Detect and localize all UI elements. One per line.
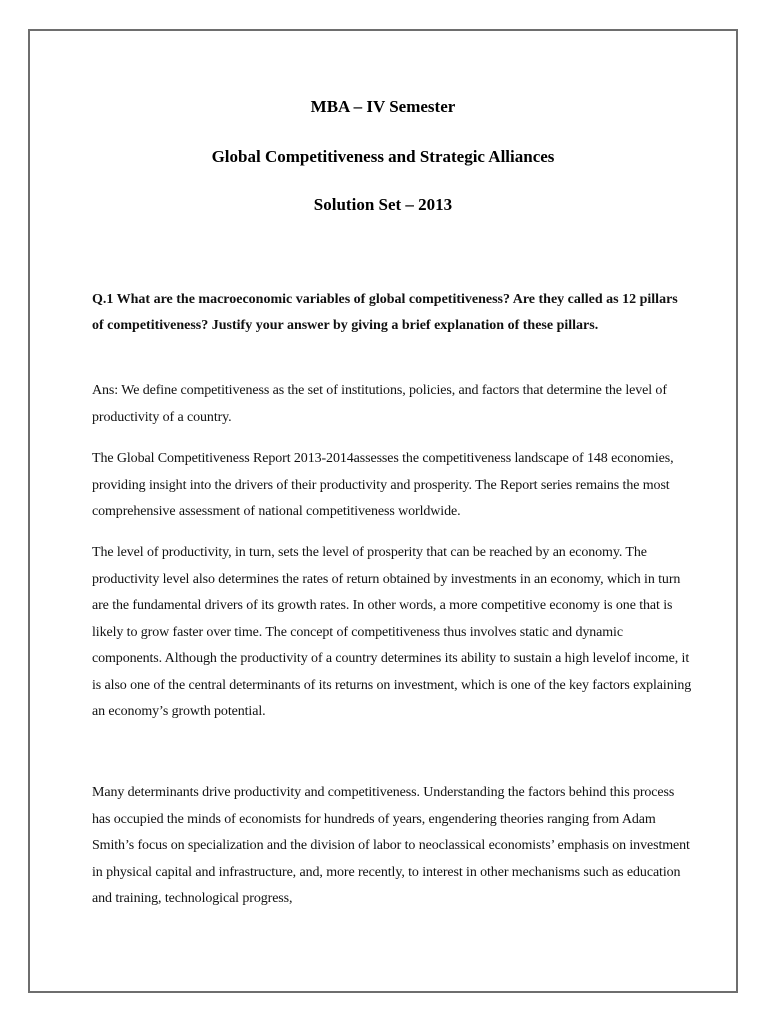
answer-paragraph-4: Many determinants drive productivity and competitiveness. Understanding the factors behind this process has occupied the minds of economists for hundreds of years, engendering theories ranging from Adam Smith’s focus on specialization and the division of labor to neoclassical economists’ emphasis on investment in physical capital and infrastructure, and, more recently, to interest in other mechanisms such as education and training, technological progress,: [92, 785, 690, 906]
answer-paragraph-3: The level of productivity, in turn, sets the level of prosperity that can be reached by an economy. The productivity level also determines the rates of return obtained by investments in an economy, which in turn are the fundamental drivers of its growth rates. In other words, a more competitive economy is one that is likely to grow faster over time. The concept of competitiveness thus involves static and dynamic components. Although the productivity of a country determines its ability to sustain a high levelof income, it is also one of the central determinants of its returns on investment, which is one of the key factors explaining an economy’s growth potential.: [92, 545, 692, 719]
answer-paragraph-2: The Global Competitiveness Report 2013-2014assesses the competitiveness landscape of 148 economies, providing insight into the drivers of their productivity and prosperity. The Report series remains the most comprehensive assessment of national competitiveness worldwide.: [92, 451, 674, 519]
title-solution-set: Solution Set – 2013: [313, 195, 453, 214]
title-program: MBA – IV Semester: [310, 97, 456, 116]
title-subject: Global Competitiveness and Strategic Alliances: [211, 147, 555, 166]
question-1: Q.1 What are the macroeconomic variables of global competitiveness? Are they called as 12 pillars of competitiveness? Justify your answer by giving a brief explanation of these pillars.: [92, 292, 678, 333]
answer-paragraph-1: Ans: We define competitiveness as the set of institutions, policies, and factors that determine the level of productivity of a country.: [92, 383, 667, 425]
document-page: [28, 29, 738, 993]
